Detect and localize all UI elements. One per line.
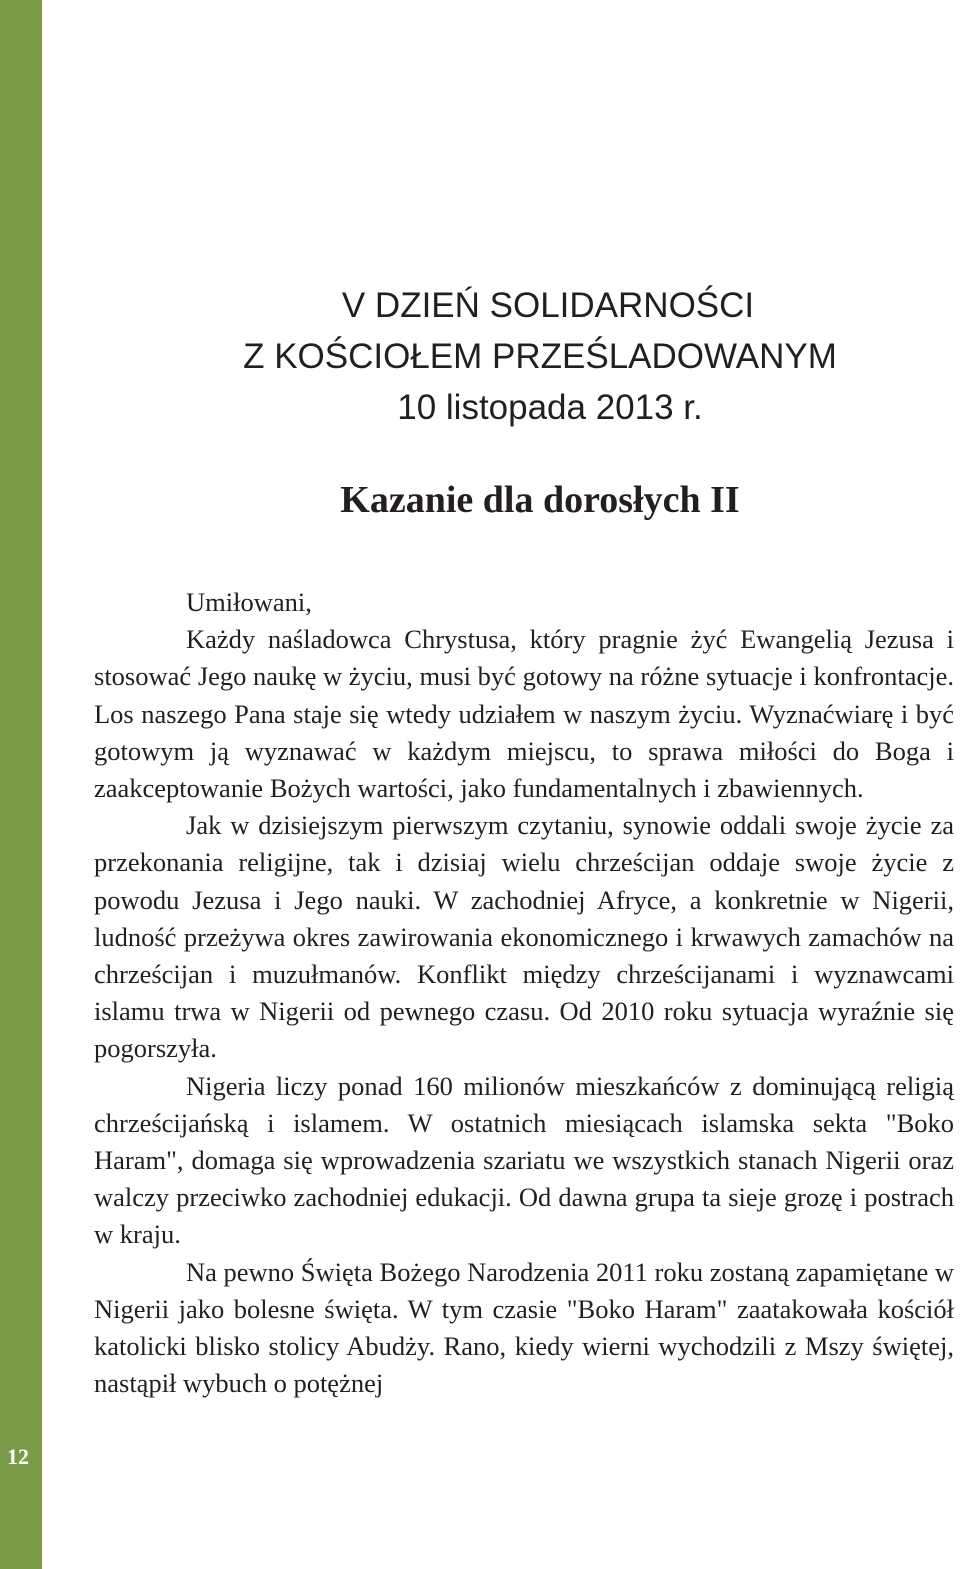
paragraph-2: Jak w dzisiejszym pierwszym czytaniu, synowie oddali swoje życie za przekonania religijne, tak i dzisiaj wielu chrześcijan oddaje swoje życie z powodu Jezusa i Jego nauki. W zachodniej Afryce, a konkretnie w Nigerii, ludność przeżywa okres zawirowania ekonomicznego i krwawych zamachów na chrześcijan i muzułmanów. Konflikt między chrześcijanami i wyznawcami islamu trwa w Nigerii od pewnego czasu. Od 2010 roku sytuacja wyraźnie się pogorszyła. [94, 810, 954, 1064]
greeting: Umiłowani, [186, 587, 312, 617]
paragraph-3: Nigeria liczy ponad 160 milionów mieszkańców z dominującą religią chrześcijańską i islamem. W ostatnich miesiącach islamska sekta "Boko Haram", domaga się wprowadzenia szariatu we wszystkich stanach Nigerii oraz walczy przeciwko zachodniej edukacji. Od dawna grupa ta sieje grozę i postrach w kraju. [94, 1070, 954, 1250]
paragraph-4: Na pewno Święta Bożego Narodzenia 2011 roku zostaną zapamiętane w Nigerii jako bolesne święta. W tym czasie "Boko Haram" zaatakowała kościół katolicki blisko stolicy Abudży. Rano, kiedy wierni wychodzili z Mszy świętej, nastąpił wybuch o potężnej [94, 1256, 954, 1399]
page-number: 12 [7, 1444, 29, 1469]
sermon-title: Kazanie dla dorosłych II [340, 479, 740, 521]
paragraph-1: Każdy naśladowca Chrystusa, który pragnie żyć Ewangelią Jezusa i stosować Jego naukę w życiu, musi być gotowy na różne sytuacje i konfrontacje. Los naszego Pana staje się wtedy udziałem w naszym życiu. Wyznaćwiarę i być gotowym ją wyznawać w każdym miejscu, to sprawa miłości do Boga i zaakceptowanie Bożych wartości, jako fundamentalnych i zbawiennych. [94, 624, 954, 804]
header-line-1: V DZIEŃ SOLIDARNOŚCI [341, 286, 755, 325]
document-header [60, 280, 940, 433]
sermon-body [94, 584, 954, 1402]
green-side-bar [0, 0, 42, 1569]
header-line-2: Z KOŚCIOŁEM PRZEŚLADOWANYM [243, 337, 837, 376]
header-date: 10 listopada 2013 r. [397, 388, 703, 427]
